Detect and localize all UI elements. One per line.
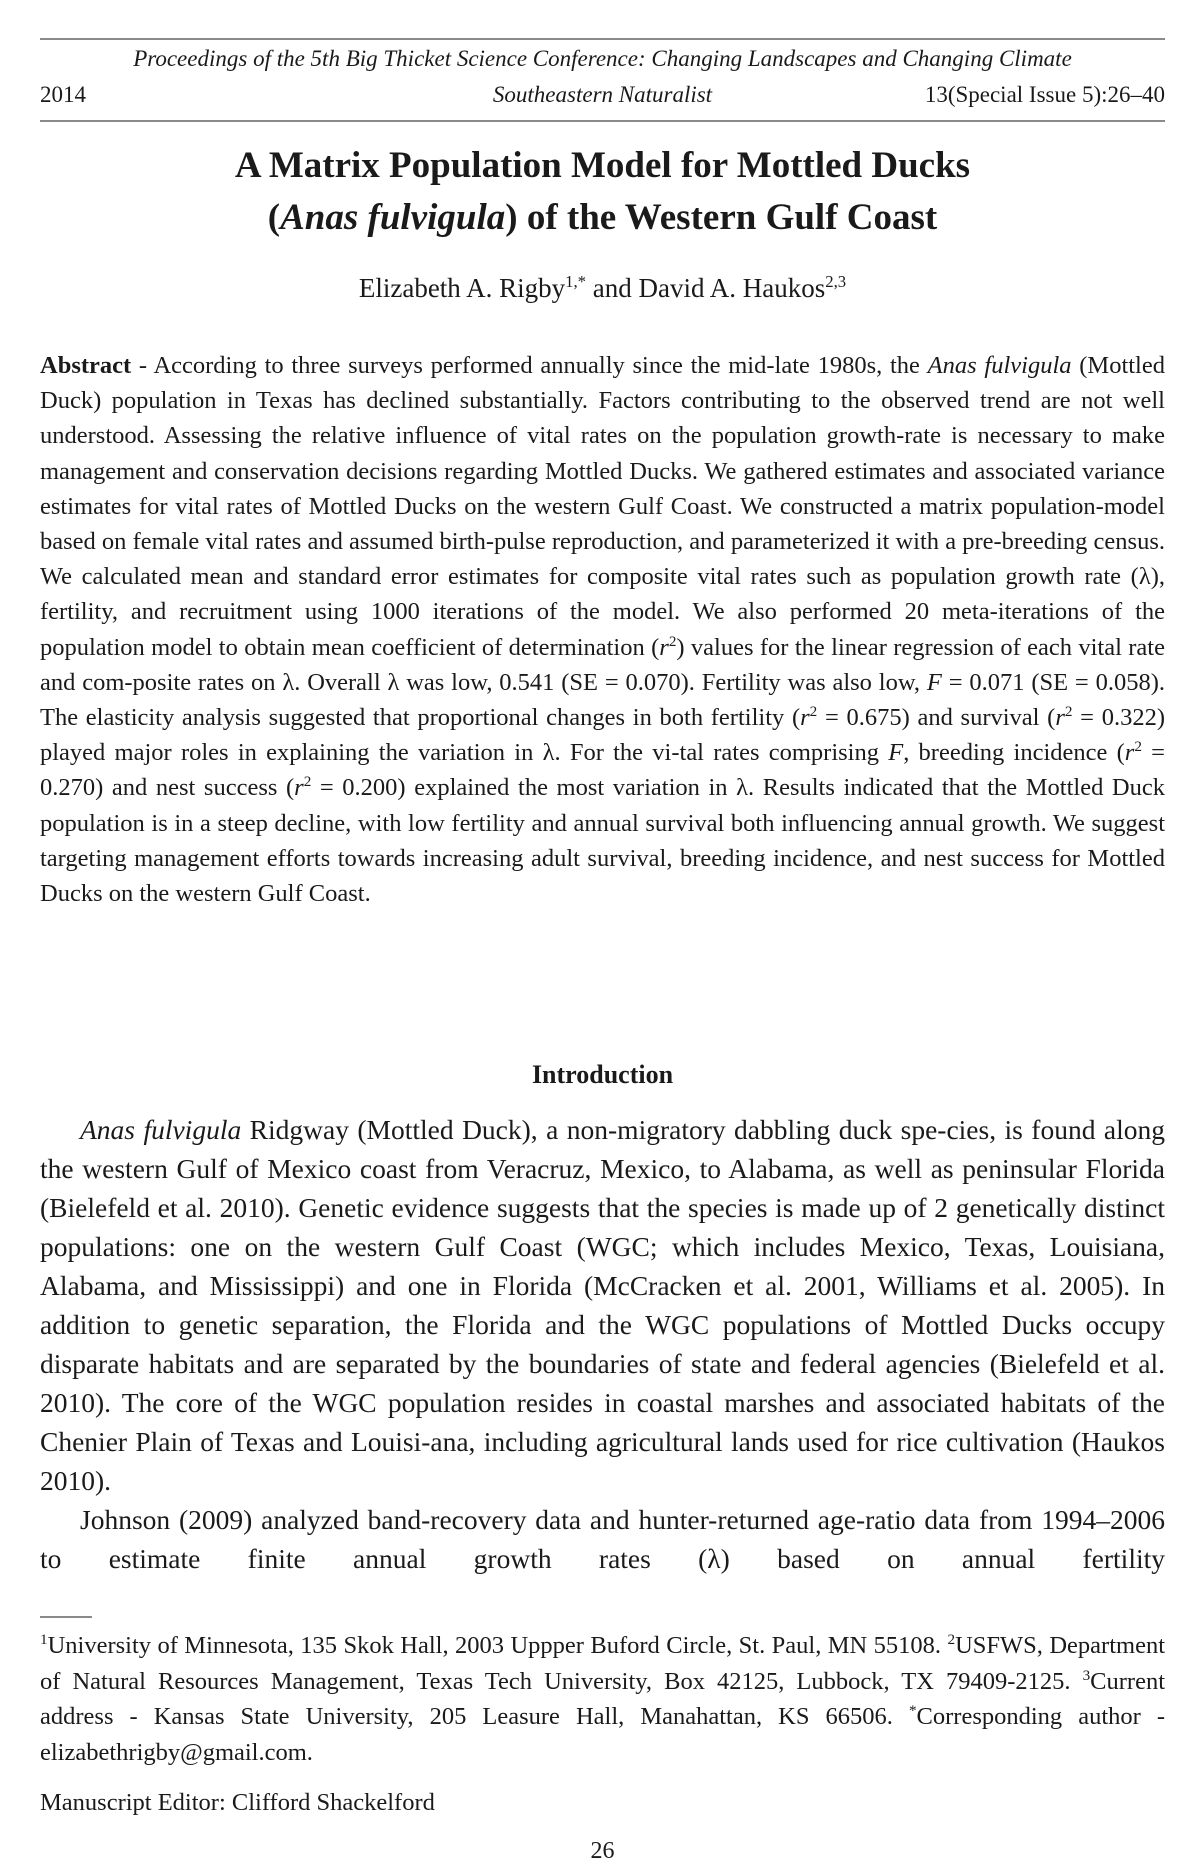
title-line-1: A Matrix Population Model for Mottled Ducks — [234, 145, 971, 186]
author-name: David A. Haukos — [638, 273, 826, 303]
author-affiliation: 2,3 — [825, 272, 847, 291]
affiliation-2: USFWS, Department of Natural Resources Management, Texas Tech University, Box 42125, Lubbock, TX 79409-2125. — [40, 1632, 1165, 1695]
volume-issue-pages: 13(Special Issue 5):26–40 — [924, 82, 1165, 107]
article-title — [40, 140, 1165, 244]
author-list: Elizabeth A. Rigby$^{1,*}$ and David A. Haukos$^{2,3}$ — [358, 272, 847, 303]
journal-name: Southeastern Naturalist — [492, 82, 713, 107]
page-number: 26 — [590, 1838, 615, 1864]
abstract: Abstract - According to three surveys performed annually since the mid-late 1980s, the Anas fulvigula (Mottled Duck) population in Texas has declined substantially. Factors contributing to the observed trend are not well understood. Assessing the relative influence of vital rates on the population growth-rate is necessary to make management and conservation decisions regarding Mottled Ducks. We gathered estimates and associated variance estimates for vital rates of Mottled Ducks on the western Gulf Coast. We constructed a matrix population-model based on female vital rates and assumed birth-pulse reproduction, and parameterized it with a pre-breeding census. We calculated mean and standard error estimates for composite vital rates such as population growth rate (λ), fertility, and recruitment using 1000 iterations of the model. We also performed 20 meta-iterations of the population model to obtain mean coefficient of determination $(r^2)$ values for the linear regression of each vital rate and com-posite rates on λ. Overall λ was low, 0.541 (SE = 0.070). Fertility was also low, F = 0.071 (SE = 0.058). The elasticity analysis suggested that proportional changes in both fertility $(r^2 = 0.675)$ and survival $(r^2 = 0.322)$ played major roles in explaining the variation in λ. For the vi-tal rates comprising F, breeding incidence $(r^2 = 0.270)$ and nest success $(r^2 = 0.200)$ explained the most variation in λ. Results indicated that the Mottled Duck population is in a steep decline, with low fertility and annual survival both influencing annual growth. We suggest targeting management efforts towards increasing adult survival, breeding incidence, and nest success for Mottled Ducks on the western Gulf Coast. — [40, 352, 1166, 908]
publication-year: 2014 — [40, 82, 86, 107]
footnote-rule — [40, 1616, 92, 1618]
author-affiliation: 1,* — [565, 272, 586, 291]
footnotes: $^1$University of Minnesota, 135 Skok Hall, 2003 Uppper Buford Circle, St. Paul, MN 55108. $^2$USFWS, Department of Natural Resources Management, Texas Tech University, Box 42125, Lubbock, TX 79409-2125. $^3$Current address - Kansas State University, 205 Leasure Hall, Manahattan, KS 66506. *Corresponding author - elizabethrigby@gmail.com. — [40, 1630, 1166, 1766]
proceedings-title: Proceedings of the 5th Big Thicket Science Conference: Changing Landscapes and Changing Climate — [133, 46, 1072, 71]
species-name: Anas fulvigula — [280, 197, 506, 238]
affiliation-1: University of Minnesota, 135 Skok Hall, 2003 Uppper Buford Circle, St. Paul, MN 55108. — [47, 1632, 948, 1659]
paragraph: Anas fulvigula Ridgway (Mottled Duck), a non-migratory dabbling duck spe-cies, is found along the western Gulf of Mexico coast from Veracruz, Mexico, to Alabama, as well as peninsular Florida (Bielefeld et al. 2010). Genetic evidence suggests that the species is made up of 2 genetically distinct populations: one on the western Gulf Coast (WGC; which includes Mexico, Texas, Louisiana, Alabama, and Mississippi) and one in Florida (McCracken et al. 2001, Williams et al. 2005). In addition to genetic separation, the Florida and the WGC populations of Mottled Ducks occupy disparate habitats and are separated by the boundaries of state and federal agencies (Bielefeld et al. 2010). The core of the WGC population resides in coastal marshes and associated habitats of the Chenier Plain of Texas and Louisi-ana, including agricultural lands used for rice cultivation (Haukos 2010). — [40, 1114, 1165, 1496]
abstract-label: Abstract — [40, 352, 132, 379]
author-name: Elizabeth A. Rigby — [358, 273, 566, 303]
manuscript-editor: Manuscript Editor: Clifford Shackelford — [40, 1789, 435, 1816]
title-line-2: (Anas fulvigula) of the Western Gulf Coast — [267, 197, 938, 238]
introduction-body — [40, 1110, 1165, 1578]
header-bottom-rule — [40, 120, 1165, 122]
corresponding-author: Corresponding author - elizabethrigby@gmail.com. — [40, 1703, 1166, 1766]
header-top-rule — [40, 38, 1165, 40]
paragraph: Johnson (2009) analyzed band-recovery data and hunter-returned age-ratio data from 1994–2006 to estimate finite annual growth rates (λ) based on annual fertility — [40, 1504, 1165, 1574]
affiliation-3: Current address - Kansas State University, 205 Leasure Hall, Manahattan, KS 66506. — [40, 1667, 1165, 1730]
section-heading-introduction: Introduction — [531, 1060, 674, 1089]
